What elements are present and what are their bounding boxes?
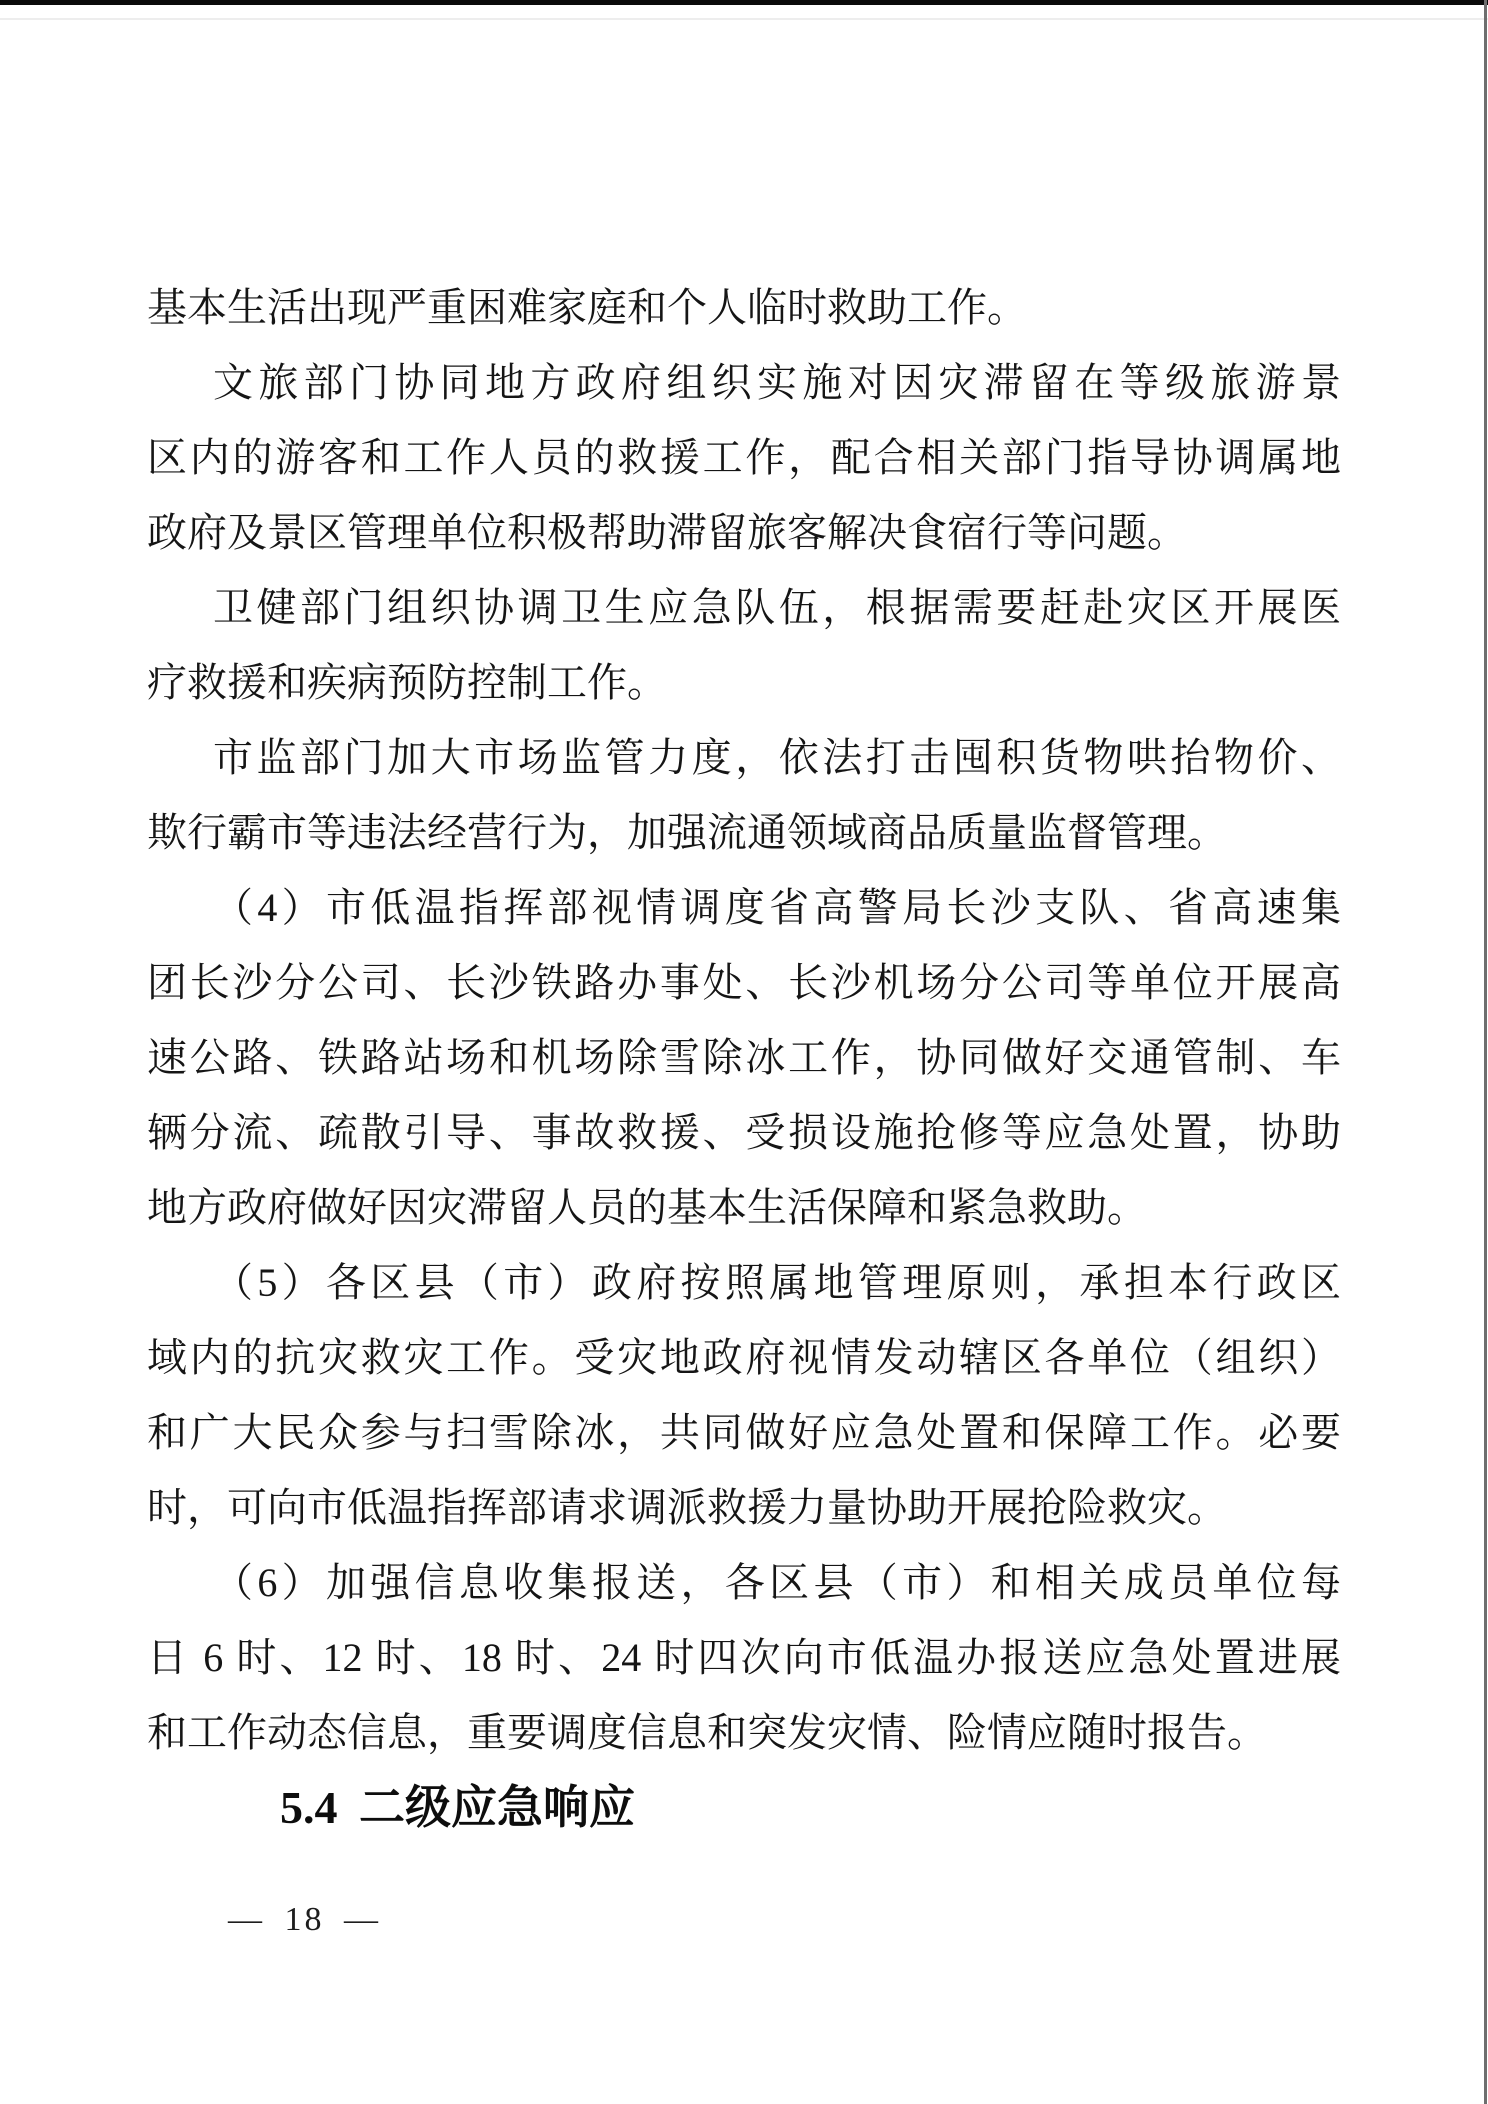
text-line: 和广大民众参与扫雪除冰，共同做好应急处置和保障工作。必要: [147, 1410, 1341, 1455]
text-line: 市监部门加大市场监管力度，依法打击囤积货物哄抬物价、: [213, 735, 1341, 780]
text-line: 和工作动态信息，重要调度信息和突发灾情、险情应随时报告。: [147, 1710, 1267, 1755]
text-line: 辆分流、疏散引导、事故救援、受损设施抢修等应急处置，协助: [147, 1110, 1341, 1155]
text-line: 疗救援和疾病预防控制工作。: [147, 660, 667, 705]
text-line: 基本生活出现严重困难家庭和个人临时救助工作。: [147, 285, 1027, 330]
scan-right-edge-line: [1484, 0, 1487, 2104]
body-text-block: [147, 270, 1341, 1845]
text-line: 区内的游客和工作人员的救援工作，配合相关部门指导协调属地: [147, 435, 1341, 480]
text-line: 文旅部门协同地方政府组织实施对因灾滞留在等级旅游景: [213, 360, 1341, 405]
text-line: 欺行霸市等违法经营行为，加强流通领域商品质量监督管理。: [147, 810, 1227, 855]
text-line: 域内的抗灾救灾工作。受灾地政府视情发动辖区各单位（组织）: [147, 1335, 1341, 1380]
text-line: 日 6 时、12 时、18 时、24 时四次向市低温办报送应急处置进展: [147, 1635, 1341, 1680]
page-number: — 18 —: [228, 1901, 381, 1938]
text-line: 速公路、铁路站场和机场除雪除冰工作，协同做好交通管制、车: [147, 1035, 1341, 1080]
text-line: （4）市低温指挥部视情调度省高警局长沙支队、省高速集: [213, 885, 1341, 930]
text-line: （5）各区县（市）政府按照属地管理原则，承担本行政区: [213, 1260, 1341, 1305]
scan-top-faint-line: [0, 18, 1488, 20]
text-line: 团长沙分公司、长沙铁路办事处、长沙机场分公司等单位开展高: [147, 960, 1341, 1005]
text-line: （6）加强信息收集报送，各区县（市）和相关成员单位每: [213, 1560, 1341, 1605]
scan-top-edge: [0, 0, 1488, 5]
text-line: 卫健部门组织协调卫生应急队伍，根据需要赶赴灾区开展医: [213, 585, 1341, 630]
text-line: 时，可向市低温指挥部请求调派救援力量协助开展抢险救灾。: [147, 1485, 1227, 1530]
text-line: 地方政府做好因灾滞留人员的基本生活保障和紧急救助。: [147, 1185, 1147, 1230]
text-line: 政府及景区管理单位积极帮助滞留旅客解决食宿行等问题。: [147, 510, 1187, 555]
section-heading: 5.4 二级应急响应: [280, 1782, 635, 1833]
